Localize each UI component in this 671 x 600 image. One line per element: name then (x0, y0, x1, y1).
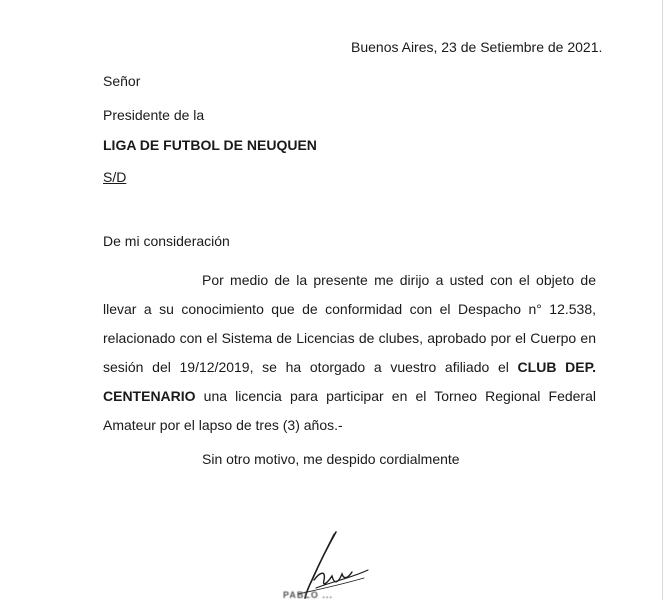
signature-name: PABLO ... (283, 590, 333, 600)
date-line: Buenos Aires, 23 de Setiembre de 2021. (351, 39, 603, 55)
page-edge-line (662, 0, 663, 600)
club-name: CLUB DEP. CENTENARIO (103, 359, 596, 404)
greeting: De mi consideración (103, 233, 230, 249)
sd-abbreviation: S/D (103, 169, 127, 185)
recipient-title: Presidente de la (103, 107, 205, 123)
body-text-part1: Por medio de la presente me dirijo a usted con el objeto de llevar a su conocimiento que de conformidad con el Despacho n° 12.538, relacionado con el Sistema de Licencias de clubes, aprobado por el Cuerpo en sesión del 19/12/2019, se ha otorgado a vuestro afiliado el (103, 272, 596, 375)
salutation: Señor (103, 73, 141, 89)
recipient-organization: LIGA DE FUTBOL DE NEUQUEN (103, 137, 317, 153)
closing-line: Sin otro motivo, me despido cordialmente (202, 451, 460, 467)
body-paragraph (103, 266, 596, 440)
body-text-part2: una licencia para participar en el Torneo Regional Federal Amateur por el lapso de tres (3) años.- (103, 388, 596, 433)
